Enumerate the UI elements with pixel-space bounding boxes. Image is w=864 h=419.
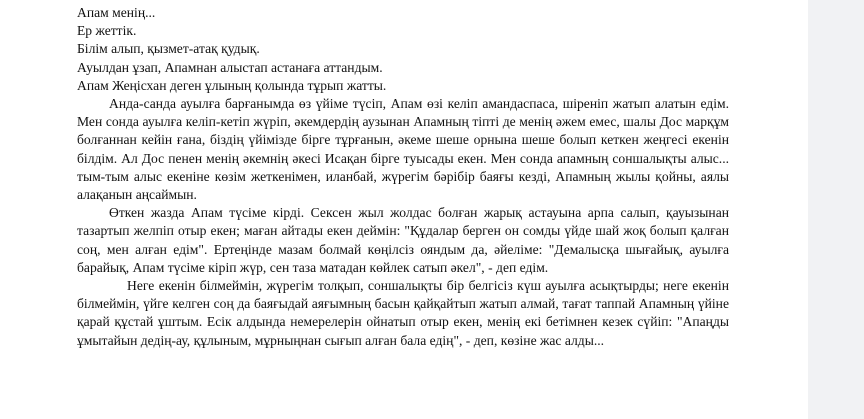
poem-line: Апам Жеңісхан деген ұлының қолында тұрып жатты. xyxy=(77,77,387,93)
poem-line: Білім алып, қызмет-атақ қудық. xyxy=(77,41,260,57)
paragraph: Анда-санда ауылға барғанымда өз үйіме түсіп, Апам өзі келіп амандаспаса, шіреніп жатып алатын едім. Мен сонда ауылға келіп-кетіп жүріп, әкемдердің аузынан Апамның тіпті де менің әжем емес, шалы Дос марқұм болғаннан кейін ғана, біздің үйімізде бірге тұрғанын, әкеме шеше орнына шеше болып кеткен жеңгесі екенін білдім. Ал Дос пенен менің әкемнің әкесі Исақан бірге туысады екен. Мен сонда апамның соншалықты алыс... тым-тым алыс екеніне көзім жеткенімен, иланбай, жүрегім бәрібір баяғы кезді, Апамның жылы қойны, аялы алақанын аңсаймын. xyxy=(77,96,729,203)
paragraph: Неге екенін білмеймін, жүрегім толқып, соншалықты бір белгісіз күш ауылға асықтырды; неге екенін білмеймін, үйге келген соң да баяғыдай аяғымның басын қайқайтып жатып алмай, тағат таппай Апамның үйіне қарай құстай ұштым. Есік алдында немерелерін ойнатып отыр екен, менің екі бетімнен кезек сүйіп: "Апаңды ұмытайын дедің-ау, құлыным, мұрныңнан сығып алған бала едің", - деп, көзіне жас алды... xyxy=(77,278,729,348)
document-text xyxy=(77,4,729,350)
poem-line: Апам менің... xyxy=(77,5,156,20)
poem-line: Ер жеттік. xyxy=(77,23,137,39)
viewer-margin xyxy=(808,0,864,419)
paragraph: Өткен жазда Апам түсіме кірді. Сексен жыл жолдас болған жарық астауына арпа салып, қауызынан тазартып желпіп отыр екен; маған айтады екен деймін: "Құдалар берген он сомды үйде шай жоқ болып қалған соң, мен алған едім". Ертеңінде мазам болмай көңілсіз ояндым да, әйеліме: "Демалысқа шығайық, ауылға барайық, Апам түсіме кіріп жүр, сен таза матадан көйлек сатып әкел", - деп едім. xyxy=(77,205,729,275)
poem-line: Ауылдан ұзап, Апамнан алыстап астанаға аттандым. xyxy=(77,59,383,75)
